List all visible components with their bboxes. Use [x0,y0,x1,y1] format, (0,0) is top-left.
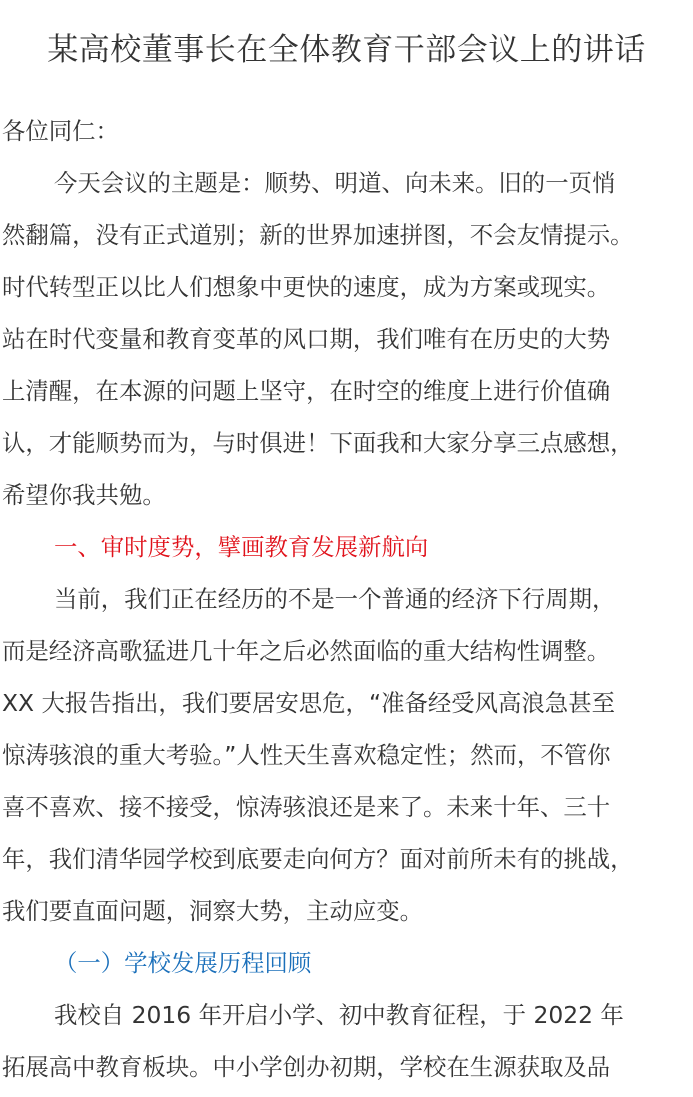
paragraph-line: 我们要直面问题，洞察大势，主动应变。 [2,897,424,925]
paragraph-line: 时代转型正以比人们想象中更快的速度，成为方案或现实。 [2,273,611,301]
subsection-heading: （一）学校发展历程回顾 [54,949,312,977]
paragraph-line: 拓展高中教育板块。中小学创办初期，学校在生源获取及品 [2,1053,611,1081]
document-title: 某高校董事长在全体教育干部会议上的讲话 [47,32,646,68]
paragraph-line: 希望你我共勉。 [2,481,166,509]
paragraph-line: 上清醒，在本源的问题上坚守，在时空的维度上进行价值确 [2,377,611,405]
paragraph-line: 今天会议的主题是：顺势、明道、向未来。旧的一页悄 [54,169,616,197]
paragraph-line: 站在时代变量和教育变革的风口期，我们唯有在历史的大势 [2,325,611,353]
paragraph-line: 认，才能顺势而为，与时俱进！下面我和大家分享三点感想， [2,429,634,457]
paragraph-line: 我校自 2016 年开启小学、初中教育征程，于 2022 年 [54,1001,624,1029]
paragraph-line: 年，我们清华园学校到底要走向何方？面对前所未有的挑战， [2,845,634,873]
paragraph-line: 喜不喜欢、接不接受，惊涛骇浪还是来了。未来十年、三十 [2,793,611,821]
paragraph-line: 惊涛骇浪的重大考验。”人性天生喜欢稳定性；然而，不管你 [2,741,611,769]
paragraph-line: 当前，我们正在经历的不是一个普通的经济下行周期， [54,585,616,613]
document-body [2,105,692,1093]
section-heading: 一、审时度势，擘画教育发展新航向 [54,533,429,561]
salutation: 各位同仁： [2,117,119,145]
paragraph-line: 然翻篇，没有正式道别；新的世界加速拼图，不会友情提示。 [2,221,634,249]
paragraph-line: XX 大报告指出，我们要居安思危，“准备经受风高浪急甚至 [2,689,615,717]
paragraph-line: 而是经济高歌猛进几十年之后必然面临的重大结构性调整。 [2,637,611,665]
